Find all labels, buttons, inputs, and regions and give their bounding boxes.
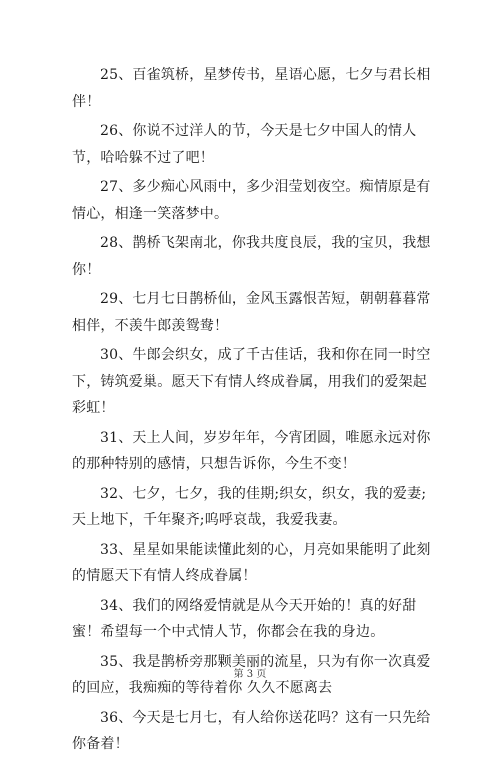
list-item: 34、我们的网络爱情就是从今天开始的！真的好甜蜜！希望每一个中式情人节，你都会在我的身边。 bbox=[72, 597, 417, 640]
list-item: 29、七月七日鹊桥仙，金风玉露恨苦短，朝朝暮暮常相伴，不羡牛郎羡鸳鸯！ bbox=[72, 291, 431, 334]
list-item: 30、牛郎会织女，成了千古佳话，我和你在同一时空下，铸筑爱巢。愿天下有情人终成眷属，用我们的爱架起彩虹！ bbox=[72, 347, 431, 416]
page-number: 第 3 页 bbox=[233, 669, 267, 680]
list-item: 36、今天是七月七，有人给你送花吗？这有一只先给你备着！ bbox=[72, 709, 431, 752]
list-item: 25、百雀筑桥，星梦传书，星语心愿，七夕与君长相伴！ bbox=[72, 67, 431, 110]
message-list bbox=[72, 62, 432, 761]
list-item: 26、你说不过洋人的节，今天是七夕中国人的情人节，哈哈躲不过了吧！ bbox=[72, 123, 417, 166]
list-item: 32、七夕，七夕，我的佳期;织女，织女，我的爱妻;天上地下，千年聚齐;呜呼哀哉，我爱我妻。 bbox=[72, 485, 427, 528]
list-item: 28、鹊桥飞架南北，你我共度良辰，我的宝贝，我想你！ bbox=[72, 235, 431, 278]
list-item: 33、星星如果能读懂此刻的心，月亮如果能明了此刻的情愿天下有情人终成眷属！ bbox=[72, 541, 431, 584]
list-item: 35、我是鹊桥旁那颗美丽的流星，只为有你一次真爱的回应，我痴痴的等待着你 久久不愿离去 bbox=[72, 653, 431, 696]
list-item: 31、天上人间，岁岁年年，今宵团圆，唯愿永远对你的那种特别的感情，只想告诉你，今生不变！ bbox=[72, 429, 431, 472]
list-item: 27、多少痴心风雨中，多少泪莹划夜空。痴情原是有情心，相逢一笑落梦中。 bbox=[72, 179, 431, 222]
